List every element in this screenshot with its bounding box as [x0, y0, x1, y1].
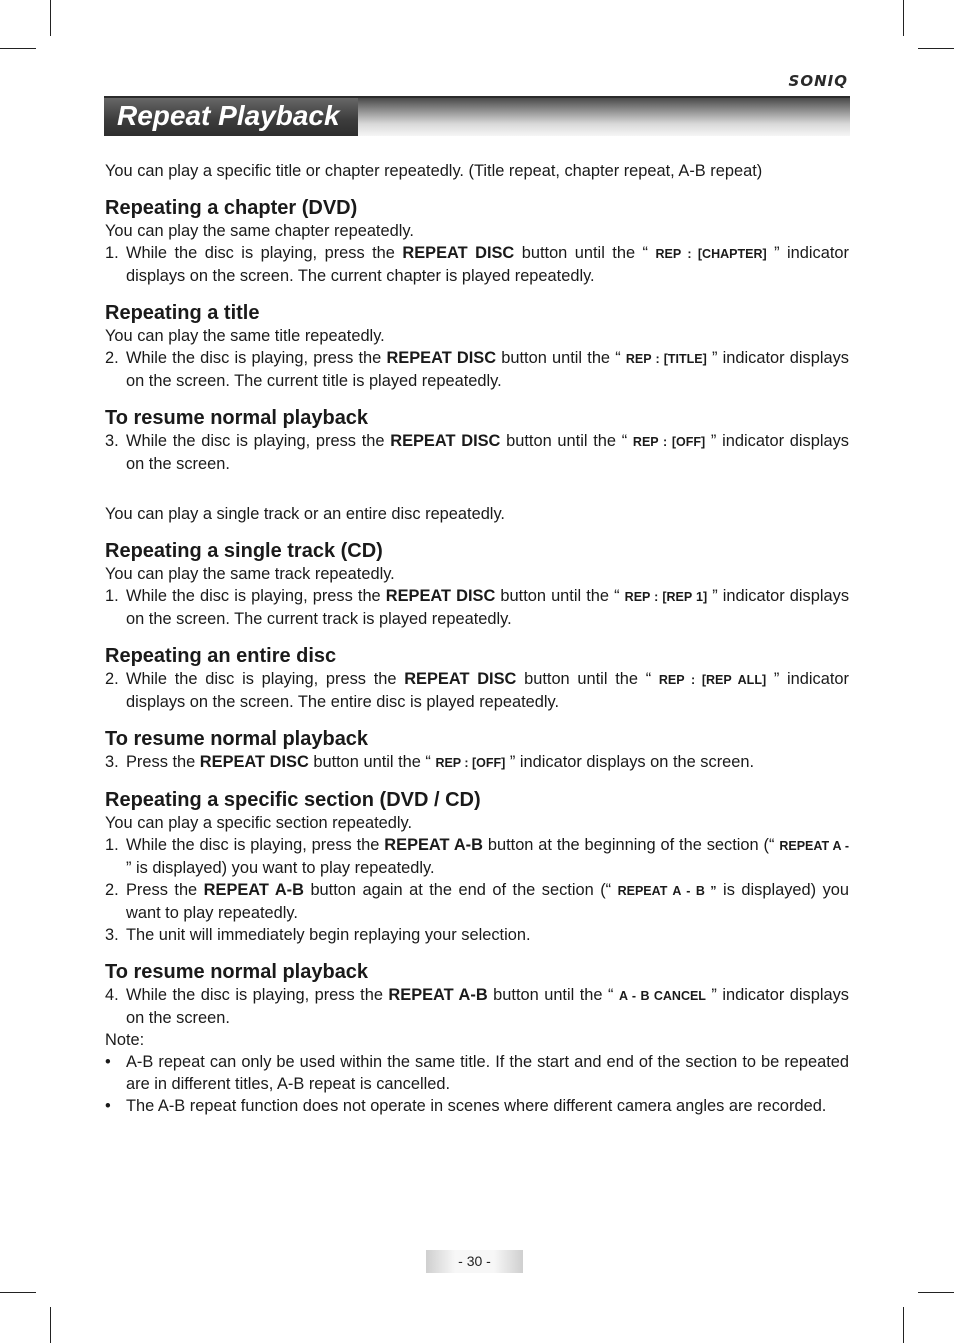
step-text: ” indicator displays on the screen.: [126, 432, 850, 473]
page-title-box: [104, 96, 358, 136]
step-number: 4.: [105, 986, 119, 1004]
step-number: 2.: [105, 881, 119, 899]
step-item: [105, 984, 849, 1029]
step-item: [105, 347, 849, 392]
step-text: button again at the end of the section (“: [303, 881, 618, 899]
step-item: [105, 879, 849, 924]
brand-logo: SONIQ: [788, 72, 848, 90]
step-text: While the disc is playing, press the: [126, 349, 387, 367]
step-text: ” indicator displays on the screen. The entire disc is played repeatedly.: [126, 670, 849, 711]
step-text: Press the: [126, 881, 204, 899]
intro-text: You can play a single track or an entire disc repeatedly.: [105, 505, 505, 523]
step-number: 2.: [105, 670, 119, 688]
step-text: ” indicator displays on the screen. The current title is played repeatedly.: [126, 349, 849, 390]
note-item: [105, 1095, 849, 1117]
section-description: You can play the same chapter repeatedly.: [105, 222, 414, 240]
button-name: REPEAT DISC: [385, 587, 496, 605]
section-heading: Repeating a chapter (DVD): [105, 197, 358, 219]
step-item: [105, 924, 849, 946]
step-text: While the disc is playing, press the: [126, 836, 385, 854]
button-name: REPEAT DISC: [390, 432, 501, 450]
indicator-text: REPEAT A -: [779, 839, 849, 853]
step-text: button until the “: [308, 753, 436, 771]
section-description: You can play the same title repeatedly.: [105, 327, 385, 345]
step-number: 1.: [105, 836, 119, 854]
step-item: [105, 834, 849, 879]
step-text: ” indicator displays on the screen. The current track is played repeatedly.: [126, 587, 850, 628]
step-text: ” is displayed) you want to play repeatedly.: [126, 859, 435, 877]
button-name: REPEAT DISC: [402, 244, 515, 262]
crop-mark: [903, 1307, 904, 1343]
step-item: [105, 242, 849, 287]
step-text: While the disc is playing, press the: [126, 587, 386, 605]
step-text: button until the “: [516, 670, 659, 688]
step-text: button until the “: [487, 986, 619, 1004]
indicator-text: REP : [REP ALL]: [658, 673, 767, 687]
bullet-marker: •: [105, 1053, 111, 1071]
section-description: You can play the same track repeatedly.: [105, 565, 395, 583]
section-heading: Repeating an entire disc: [105, 645, 337, 667]
section-heading: To resume normal playback: [105, 961, 369, 983]
step-number: 3.: [105, 753, 119, 771]
button-name: REPEAT DISC: [199, 753, 309, 771]
manual-content: [105, 160, 849, 1117]
button-name: REPEAT DISC: [404, 670, 517, 688]
step-text: button until the “: [495, 587, 625, 605]
crop-mark: [0, 48, 36, 49]
section-heading: Repeating a single track (CD): [105, 540, 383, 562]
step-text: Press the: [126, 753, 200, 771]
step-text: The unit will immediately begin replaying your selection.: [126, 926, 531, 944]
step-text: While the disc is playing, press the: [126, 670, 405, 688]
intro-text: You can play a specific title or chapter repeatedly. (Title repeat, chapter repeat, A-B repeat): [105, 162, 763, 180]
section-heading: Repeating a specific section (DVD / CD): [105, 789, 481, 811]
button-name: REPEAT DISC: [386, 349, 497, 367]
step-text: button until the “: [514, 244, 656, 262]
indicator-text: REP : [OFF]: [435, 756, 506, 770]
button-name: REPEAT A-B: [384, 836, 483, 854]
step-text: While the disc is playing, press the: [126, 986, 389, 1004]
note-text: The A-B repeat function does not operate in scenes where different camera angles are recorded.: [126, 1097, 827, 1115]
step-text: ” indicator displays on the screen.: [126, 986, 849, 1027]
crop-mark: [903, 0, 904, 36]
step-number: 3.: [105, 926, 119, 944]
crop-mark: [918, 1292, 954, 1293]
page-number: - 30 -: [426, 1250, 523, 1273]
step-item: [105, 430, 849, 475]
indicator-text: REP : [TITLE]: [625, 352, 707, 366]
step-text: button until the “: [496, 349, 626, 367]
section-heading: To resume normal playback: [105, 407, 369, 429]
indicator-text: REPEAT A - B ”: [617, 884, 717, 898]
step-item: [105, 585, 849, 630]
crop-mark: [50, 0, 51, 36]
step-item: [105, 751, 849, 774]
page-title-bar: [104, 96, 850, 136]
page-title: Repeat Playback: [117, 100, 340, 131]
step-number: 2.: [105, 349, 119, 367]
section-heading: Repeating a title: [105, 302, 260, 324]
indicator-text: REP : [REP 1]: [624, 590, 708, 604]
button-name: REPEAT A-B: [388, 986, 488, 1004]
crop-mark: [50, 1307, 51, 1343]
note-text: A-B repeat can only be used within the same title. If the start and end of the section to be repeated are in different titles, A-B repeat is cancelled.: [126, 1053, 849, 1093]
indicator-text: A - B CANCEL: [618, 989, 706, 1003]
crop-mark: [918, 48, 954, 49]
note-label: Note:: [105, 1031, 145, 1049]
step-number: 3.: [105, 432, 119, 450]
step-text: button until the “: [500, 432, 633, 450]
step-text: While the disc is playing, press the: [126, 432, 391, 450]
step-text: ” indicator displays on the screen. The current chapter is played repeatedly.: [126, 244, 849, 285]
step-number: 1.: [105, 244, 119, 262]
indicator-text: REP : [OFF]: [632, 435, 706, 449]
bullet-marker: •: [105, 1097, 111, 1115]
note-item: [105, 1051, 849, 1095]
button-name: REPEAT A-B: [203, 881, 304, 899]
indicator-text: REP : [CHAPTER]: [655, 247, 767, 261]
step-text: ” indicator displays on the screen.: [505, 753, 755, 771]
step-number: 1.: [105, 587, 119, 605]
crop-mark: [0, 1292, 36, 1293]
step-item: [105, 668, 849, 713]
step-text: is displayed) you want to play repeatedly.: [126, 881, 849, 922]
step-text: button at the beginning of the section (“: [482, 836, 780, 854]
section-heading: To resume normal playback: [105, 728, 369, 750]
step-text: While the disc is playing, press the: [126, 244, 403, 262]
section-description: You can play a specific section repeatedly.: [105, 814, 413, 832]
